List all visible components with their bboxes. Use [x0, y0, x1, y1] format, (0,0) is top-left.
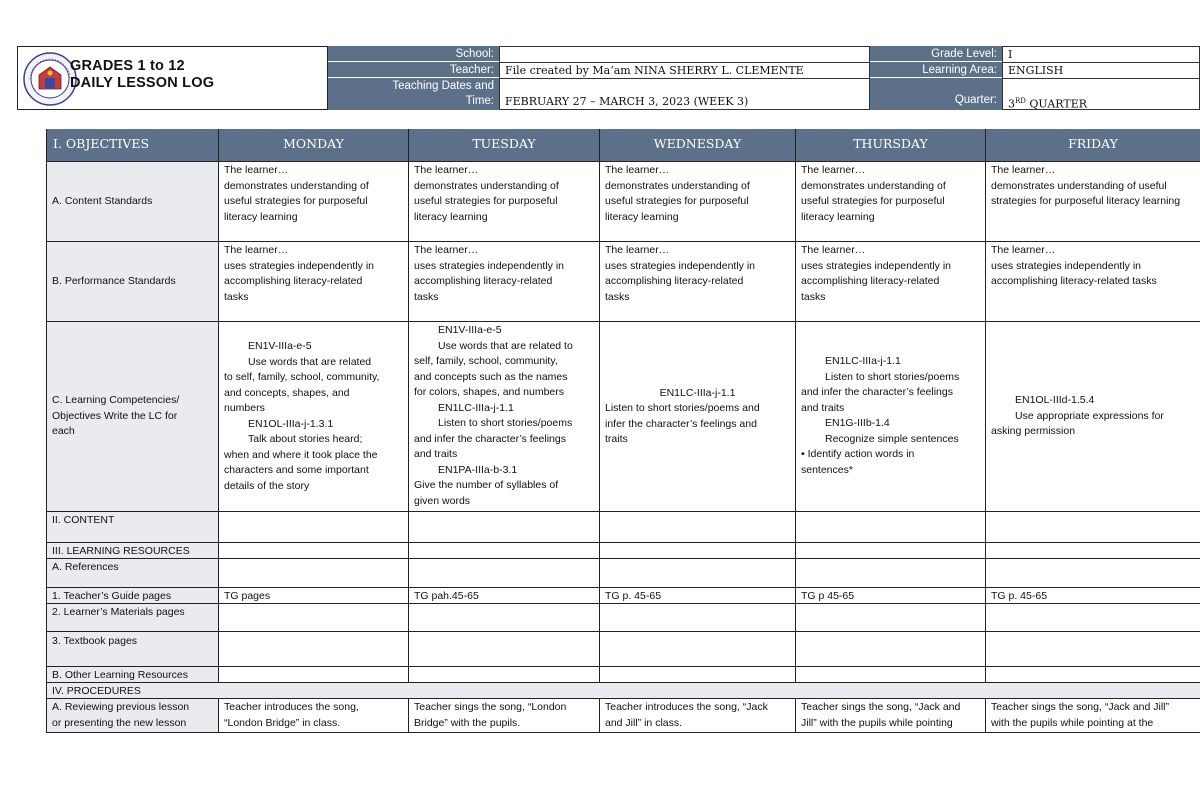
- learning-resources-thursday: [795, 543, 985, 559]
- cell-line: useful strategies for purposeful: [224, 195, 368, 207]
- cell-line: accomplishing literacy-related: [224, 275, 363, 287]
- competencies-tuesday: [408, 322, 599, 512]
- references-friday: [985, 559, 1200, 588]
- reviewing-label-line1: A. Reviewing previous lesson: [52, 701, 190, 713]
- textbook-pages-row: [46, 632, 1200, 667]
- cell-line: uses strategies independently in: [224, 259, 375, 272]
- content-standards-tuesday: [408, 162, 599, 242]
- cell-line: strategies for purposeful literacy learning: [991, 195, 1181, 207]
- cell-line: Teacher sings the song, “London: [414, 701, 567, 713]
- textbook-pages-tuesday: [408, 632, 599, 667]
- content-standards-wednesday: [599, 162, 795, 242]
- reviewing-tuesday: [408, 699, 599, 733]
- competency-line: and traits: [414, 448, 458, 460]
- cell-line: The learner…: [605, 244, 670, 256]
- content-standards-monday: [218, 162, 408, 242]
- lm-pages-wednesday: [599, 604, 795, 632]
- lm-pages-tuesday: [408, 604, 599, 632]
- teaching-dates-label-line2: Time:: [465, 95, 494, 107]
- tg-pages-monday: TG pages: [218, 588, 408, 604]
- lm-pages-row: [46, 604, 1200, 632]
- header-title-box: [17, 46, 328, 110]
- competencies-label-line2: Objectives Write the LC for: [52, 409, 178, 422]
- competency-line: and infer the character’s feelings: [801, 386, 953, 398]
- cell-line: Teacher sings the song, “Jack and: [801, 701, 961, 713]
- quarter-label: Quarter:: [870, 78, 1002, 110]
- cell-line: demonstrates understanding of: [605, 179, 750, 192]
- cell-line: Teacher introduces the song, “Jack: [605, 701, 768, 713]
- textbook-pages-label: 3. Textbook pages: [46, 632, 218, 667]
- cell-line: The learner…: [414, 244, 479, 256]
- cell-line: Bridge” with the pupils.: [414, 716, 521, 729]
- competency-line: Listen to short stories/poems: [438, 417, 573, 429]
- textbook-pages-wednesday: [599, 632, 795, 667]
- competency-line: and concepts such as the names: [414, 370, 568, 383]
- learning-resources-wednesday: [599, 543, 795, 559]
- competency-line: Give the number of syllables of: [414, 479, 559, 491]
- teaching-dates-label: [328, 78, 499, 110]
- competency-line: Listen to short stories/poems and: [605, 402, 760, 414]
- competency-line: traits: [605, 433, 628, 445]
- performance-standards-tuesday: [408, 242, 599, 322]
- quarter-value: [1002, 78, 1200, 110]
- col-header-thursday: THURSDAY: [795, 129, 985, 162]
- learning-resources-tuesday: [408, 543, 599, 559]
- cell-line: literacy learning: [801, 210, 875, 223]
- other-resources-row: [46, 667, 1200, 683]
- competencies-friday: [985, 322, 1200, 512]
- cell-line: demonstrates understanding of useful: [991, 179, 1167, 192]
- cell-line: uses strategies independently in: [414, 259, 565, 272]
- competency-line: infer the character’s feelings and: [605, 417, 757, 430]
- content-standards-thursday: [795, 162, 985, 242]
- lm-pages-label: 2. Learner’s Materials pages: [46, 604, 218, 632]
- cell-line: Teacher sings the song, “Jack and Jill”: [991, 701, 1170, 713]
- reviewing-label-line2: or presenting the new lesson: [52, 716, 187, 729]
- competencies-label-line3: each: [52, 425, 75, 438]
- competencies-label: [46, 322, 218, 512]
- competency-line: EN1V-IIIa-e-5: [248, 340, 312, 352]
- references-tuesday: [408, 559, 599, 588]
- other-resources-tuesday: [408, 667, 599, 683]
- performance-standards-friday: [985, 242, 1200, 322]
- performance-standards-thursday: [795, 242, 985, 322]
- cell-line: The learner…: [991, 164, 1056, 176]
- content-standards-friday: [985, 162, 1200, 242]
- cell-line: “London Bridge” in class.: [224, 716, 341, 729]
- quarter-number: 3: [1008, 97, 1015, 111]
- school-value: [499, 46, 870, 63]
- competency-line: Recognize simple sentences: [825, 432, 959, 445]
- competency-line: EN1OL-IIId-1.5.4: [1015, 394, 1095, 407]
- cell-line: tasks: [414, 290, 439, 303]
- cell-line: The learner…: [801, 164, 866, 176]
- header-title-line1: GRADES 1 to 12: [70, 58, 185, 74]
- cell-line: tasks: [801, 290, 826, 303]
- cell-line: demonstrates understanding of: [414, 179, 559, 192]
- textbook-pages-thursday: [795, 632, 985, 667]
- tg-pages-tuesday: TG pah.45-65: [408, 588, 599, 604]
- reviewing-wednesday: [599, 699, 795, 733]
- reviewing-row: [46, 699, 1200, 733]
- reviewing-friday: [985, 699, 1200, 733]
- lm-pages-friday: [985, 604, 1200, 632]
- learning-area-value: ENGLISH: [1002, 62, 1200, 79]
- col-header-monday: MONDAY: [218, 129, 408, 162]
- cell-line: accomplishing literacy-related: [414, 275, 553, 287]
- table-header-row: [46, 129, 1200, 162]
- competency-line: Listen to short stories/poems: [825, 370, 960, 383]
- learning-resources-friday: [985, 543, 1200, 559]
- other-resources-thursday: [795, 667, 985, 683]
- performance-standards-label: B. Performance Standards: [46, 242, 218, 322]
- competency-line: asking permission: [991, 425, 1076, 438]
- references-monday: [218, 559, 408, 588]
- teacher-label: Teacher:: [328, 62, 499, 78]
- teaching-dates-label-line1: Teaching Dates and: [392, 80, 494, 92]
- col-header-tuesday: TUESDAY: [408, 129, 599, 162]
- competency-line: • Identify action words in: [801, 448, 915, 460]
- performance-standards-wednesday: [599, 242, 795, 322]
- school-label: School:: [328, 46, 499, 62]
- competencies-row: [46, 322, 1200, 512]
- procedures-row: [46, 683, 1200, 699]
- lm-pages-monday: [218, 604, 408, 632]
- header-title: [70, 58, 214, 92]
- cell-line: uses strategies independently in: [991, 259, 1142, 272]
- header-title-line2: DAILY LESSON LOG: [70, 75, 215, 91]
- competency-line: and infer the character’s feelings: [414, 432, 566, 445]
- content-tuesday: [408, 512, 599, 543]
- competency-line: when and where it took place the: [224, 448, 378, 461]
- competency-line: Use words that are related to: [438, 339, 573, 352]
- reviewing-thursday: [795, 699, 985, 733]
- reviewing-label: [46, 699, 218, 733]
- competency-line: sentences*: [801, 463, 853, 476]
- cell-line: demonstrates understanding of: [801, 179, 946, 192]
- cell-line: The learner…: [991, 244, 1056, 256]
- tg-pages-friday: TG p. 45-65: [985, 588, 1200, 604]
- reviewing-monday: [218, 699, 408, 733]
- procedures-label: IV. PROCEDURES: [46, 683, 1200, 699]
- competencies-wednesday: [599, 322, 795, 512]
- cell-line: useful strategies for purposeful: [605, 195, 749, 207]
- competency-line: EN1LC-IIIa-j-1.1: [659, 386, 736, 399]
- lm-pages-thursday: [795, 604, 985, 632]
- other-resources-wednesday: [599, 667, 795, 683]
- content-standards-row: [46, 162, 1200, 242]
- other-resources-label: B. Other Learning Resources: [46, 667, 218, 683]
- learning-resources-monday: [218, 543, 408, 559]
- teaching-dates-value: FEBRUARY 27 – MARCH 3, 2023 (WEEK 3): [499, 78, 870, 110]
- competency-line: details of the story: [224, 479, 310, 492]
- tg-pages-label: 1. Teacher’s Guide pages: [46, 588, 218, 604]
- textbook-pages-friday: [985, 632, 1200, 667]
- content-wednesday: [599, 512, 795, 543]
- cell-line: The learner…: [414, 164, 479, 176]
- tg-pages-row: [46, 588, 1200, 604]
- competency-line: self, family, school, community,: [414, 355, 558, 367]
- quarter-ordinal: RD: [1015, 97, 1026, 105]
- learning-resources-label: III. LEARNING RESOURCES: [46, 543, 218, 559]
- cell-line: literacy learning: [605, 210, 679, 223]
- cell-line: literacy learning: [224, 210, 298, 223]
- tg-pages-wednesday: TG p. 45-65: [599, 588, 795, 604]
- references-label: A. References: [46, 559, 218, 588]
- teacher-value: File created by Ma’am NINA SHERRY L. CLEMENTE: [499, 62, 870, 79]
- col-header-wednesday: WEDNESDAY: [599, 129, 795, 162]
- cell-line: uses strategies independently in: [801, 259, 952, 272]
- learning-area-label: Learning Area:: [870, 62, 1002, 78]
- cell-line: uses strategies independently in: [605, 259, 756, 272]
- cell-line: accomplishing literacy-related: [801, 275, 940, 287]
- quarter-text: QUARTER: [1025, 97, 1088, 111]
- competency-line: EN1PA-IIIa-b-3.1: [438, 463, 518, 476]
- content-row: [46, 512, 1200, 543]
- content-standards-label: A. Content Standards: [46, 162, 218, 242]
- cell-line: accomplishing literacy-related tasks: [991, 275, 1157, 287]
- references-thursday: [795, 559, 985, 588]
- competency-line: EN1OL-IIIa-j-1.3.1: [248, 417, 334, 430]
- header-info-grid: [328, 46, 1200, 110]
- references-row: [46, 559, 1200, 588]
- competency-line: to self, family, school, community,: [224, 371, 380, 383]
- competency-line: given words: [414, 494, 471, 507]
- cell-line: The learner…: [224, 164, 289, 176]
- references-wednesday: [599, 559, 795, 588]
- learning-resources-row: [46, 543, 1200, 559]
- competency-line: for colors, shapes, and numbers: [414, 386, 564, 398]
- cell-line: The learner…: [605, 164, 670, 176]
- competency-line: EN1LC-IIIa-j-1.1: [825, 355, 901, 367]
- performance-standards-row: [46, 242, 1200, 322]
- competency-line: characters and some important: [224, 464, 369, 476]
- header: [17, 46, 1200, 110]
- cell-line: useful strategies for purposeful: [414, 195, 558, 207]
- cell-line: Teacher introduces the song,: [224, 701, 359, 713]
- competency-line: EN1V-IIIa-e-5: [438, 324, 502, 336]
- cell-line: accomplishing literacy-related: [605, 275, 744, 287]
- other-resources-friday: [985, 667, 1200, 683]
- grade-level-value: I: [1002, 46, 1200, 63]
- competency-line: numbers: [224, 402, 265, 414]
- cell-line: with the pupils while pointing at the: [991, 716, 1154, 729]
- cell-line: and Jill” in class.: [605, 716, 683, 729]
- performance-standards-monday: [218, 242, 408, 322]
- cell-line: useful strategies for purposeful: [801, 195, 945, 207]
- cell-line: literacy learning: [414, 210, 488, 223]
- cell-line: The learner…: [801, 244, 866, 256]
- competencies-monday: [218, 322, 408, 512]
- col-header-friday: FRIDAY: [985, 129, 1200, 162]
- competency-line: EN1G-IIIb-1.4: [825, 417, 890, 429]
- competency-line: and traits: [801, 401, 845, 414]
- content-friday: [985, 512, 1200, 543]
- cell-line: tasks: [224, 290, 249, 303]
- competency-line: Use words that are related: [248, 355, 372, 368]
- competencies-label-line1: C. Learning Competencies/: [52, 394, 180, 407]
- grade-level-label: Grade Level:: [870, 46, 1002, 62]
- content-thursday: [795, 512, 985, 543]
- col-header-objectives: I. OBJECTIVES: [46, 129, 218, 162]
- tg-pages-thursday: TG p 45-65: [795, 588, 985, 604]
- content-label: II. CONTENT: [46, 512, 218, 543]
- competency-line: EN1LC-IIIa-j-1.1: [438, 401, 514, 414]
- competency-line: Talk about stories heard;: [248, 433, 363, 445]
- cell-line: Jill” with the pupils while pointing: [801, 716, 953, 729]
- textbook-pages-monday: [218, 632, 408, 667]
- cell-line: tasks: [605, 290, 630, 303]
- other-resources-monday: [218, 667, 408, 683]
- competency-line: and concepts, shapes, and: [224, 386, 350, 399]
- competency-line: Use appropriate expressions for: [1015, 409, 1164, 422]
- cell-line: demonstrates understanding of: [224, 179, 369, 192]
- cell-line: The learner…: [224, 244, 289, 256]
- content-monday: [218, 512, 408, 543]
- competencies-thursday: [795, 322, 985, 512]
